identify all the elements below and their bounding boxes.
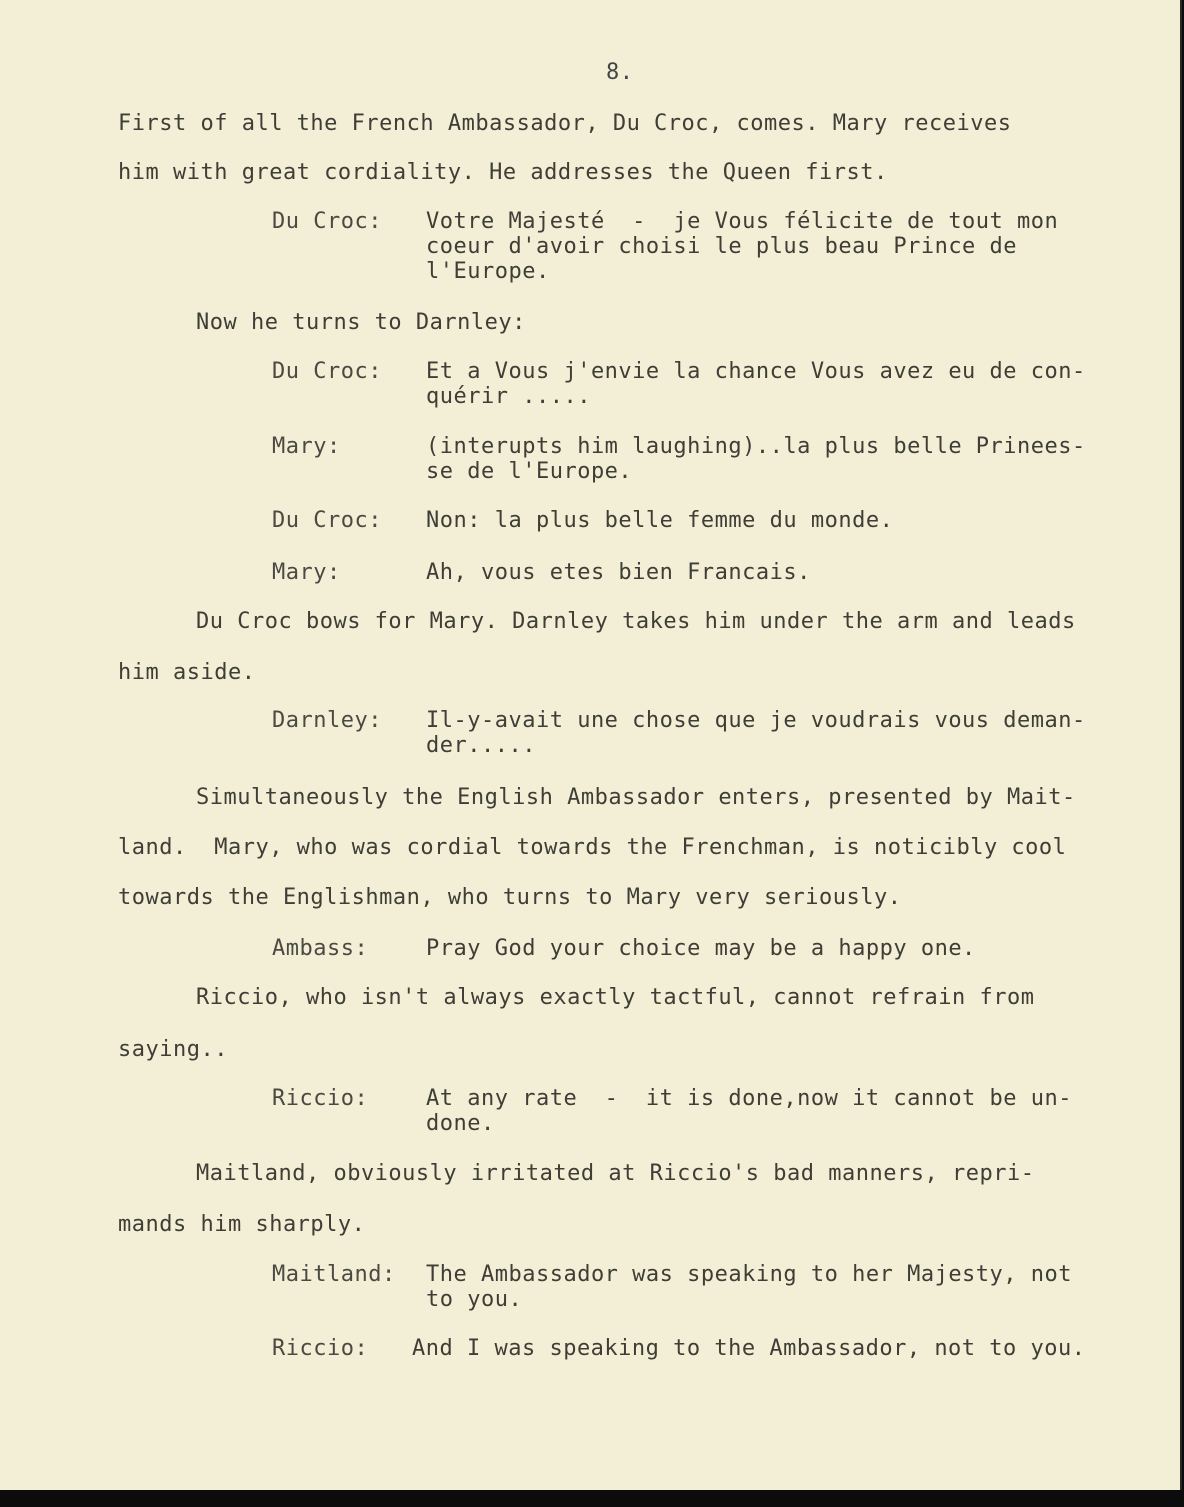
dialogue-line: quérir ..... [426,384,591,409]
paragraph-line: Maitland, obviously irritated at Riccio's bad manners, repri- [196,1161,1035,1186]
dialogue-line: Et a Vous j'envie la chance Vous avez eu de con- [426,359,1086,384]
dialogue-line: Ah, vous etes bien Francais. [426,560,811,585]
stage-direction: Now he turns to Darnley: [196,310,526,335]
dialogue-line: At any rate - it is done,now it cannot be un- [426,1086,1073,1111]
speaker-label: Du Croc: [272,209,382,234]
speaker-label: Du Croc: [272,508,382,533]
paragraph-line: First of all the French Ambassador, Du Croc, comes. Mary receives [118,111,1012,136]
dialogue-line: der..... [426,733,536,758]
paragraph-line: him aside. [118,660,256,685]
dialogue-line: The Ambassador was speaking to her Majesty, not [426,1262,1073,1287]
dialogue-line: Pray God your choice may be a happy one. [426,936,976,961]
speaker-label: Du Croc: [272,359,382,384]
dialogue-line: Votre Majesté - je Vous félicite de tout mon [426,209,1059,234]
speaker-label: Darnley: [272,708,382,733]
speaker-label: Ambass: [272,936,369,961]
paragraph-line: Riccio, who isn't always exactly tactful, cannot refrain from [196,985,1035,1010]
speaker-label: Mary: [272,434,341,459]
paragraph-line: land. Mary, who was cordial towards the Frenchman, is noticibly cool [118,835,1067,860]
page-number: 8. [606,60,634,85]
paragraph-line: saying.. [118,1037,228,1062]
paragraph-line: Du Croc bows for Mary. Darnley takes him under the arm and leads [196,609,1076,634]
dialogue-line: (interupts him laughing)..la plus belle Prinees- [426,434,1086,459]
dialogue-line: se de l'Europe. [426,459,633,484]
dialogue-line: Il-y-avait une chose que je voudrais vous deman- [426,708,1086,733]
dialogue-line: coeur d'avoir choisi le plus beau Prince de [426,234,1018,259]
speaker-label: Riccio: [272,1086,369,1111]
speaker-label: Maitland: [272,1262,396,1287]
speaker-label: Mary: [272,560,341,585]
dialogue-line: to you. [426,1287,523,1312]
dialogue-line: And I was speaking to the Ambassador, not to you. [412,1336,1086,1361]
dialogue-line: Non: la plus belle femme du monde. [426,508,894,533]
dialogue-line: l'Europe. [426,259,550,284]
paragraph-line: Simultaneously the English Ambassador enters, presented by Mait- [196,785,1076,810]
dialogue-line: done. [426,1111,495,1136]
paragraph-line: him with great cordiality. He addresses the Queen first. [118,160,888,185]
speaker-label: Riccio: [272,1336,369,1361]
paragraph-line: towards the Englishman, who turns to Mary very seriously. [118,885,902,910]
paragraph-line: mands him sharply. [118,1212,366,1237]
